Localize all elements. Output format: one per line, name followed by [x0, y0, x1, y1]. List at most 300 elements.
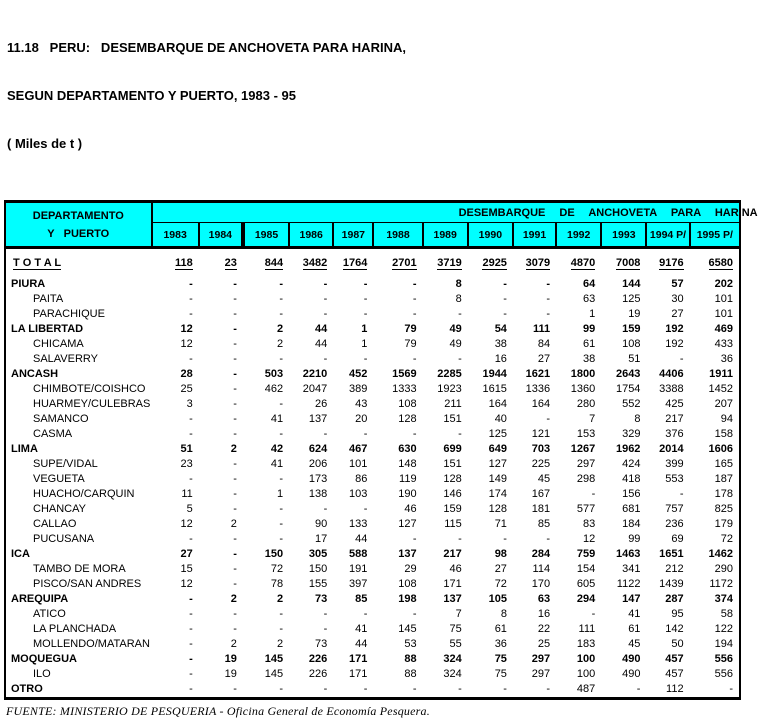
value-cell-1983: 3	[186, 398, 193, 410]
value-cell-1985: 41	[270, 413, 284, 425]
value-cell-1995-p: 290	[714, 563, 733, 575]
value-cell-1989: 75	[449, 623, 462, 635]
value-cell-1995-p: 433	[714, 338, 733, 350]
value-cell-1984: 2	[230, 593, 237, 605]
row-label: OTRO	[11, 683, 43, 695]
value-cell-1983: -	[189, 533, 193, 545]
value-cell-1995-p: 179	[714, 518, 733, 530]
value-cell-1995-p: 58	[720, 608, 733, 620]
value-cell-1993: -	[636, 683, 641, 695]
value-cell-1991: 284	[531, 548, 551, 560]
row-label: TAMBO DE MORA	[33, 563, 126, 575]
value-cell-1989: 324	[443, 668, 462, 680]
value-cell-1989: 115	[444, 518, 462, 530]
value-cell-1990: 75	[494, 653, 507, 665]
value-cell-1986: 2210	[302, 368, 328, 380]
value-cell-1987: 86	[355, 473, 368, 485]
value-cell-1990: 8	[500, 608, 507, 620]
value-cell-1991: 121	[531, 428, 551, 440]
table-units-note: ( Miles de t )	[7, 136, 83, 151]
row-ica	[5, 547, 740, 562]
row-lima	[5, 442, 740, 457]
title-block	[0, 0, 744, 184]
value-cell-1990: 1944	[482, 368, 507, 380]
value-cell-1983: 51	[180, 443, 193, 455]
value-cell-1992: 297	[576, 458, 596, 470]
value-cell-1985: 145	[264, 668, 284, 680]
value-cell-1983: -	[189, 308, 193, 320]
column-header-departamento-puerto	[5, 202, 152, 248]
value-cell-1995-p: 101	[714, 308, 733, 320]
value-cell-1988: 2701	[392, 256, 417, 269]
value-cell-1989: -	[458, 533, 462, 545]
value-cell-1984: 19	[224, 668, 237, 680]
row-label: CHIMBOTE/COISHCO	[33, 383, 146, 395]
value-cell-1994-p: 399	[665, 458, 684, 470]
value-cell-1993: 159	[622, 323, 641, 335]
row-label: AREQUIPA	[11, 593, 69, 605]
value-cell-1992: 61	[583, 338, 596, 350]
value-cell-1988: 148	[398, 458, 417, 470]
value-cell-1992: 1360	[570, 383, 596, 395]
span-header-text: DESEMBARQUE DE ANCHOVETA PARA HARINA	[458, 206, 758, 219]
value-cell-1985: -	[279, 533, 284, 545]
value-cell-1991: 3079	[525, 256, 551, 269]
value-cell-1995-p: 1172	[709, 578, 733, 590]
value-cell-1990: 164	[488, 398, 507, 410]
value-cell-1989: 146	[443, 488, 462, 500]
value-cell-1994-p: 95	[671, 608, 684, 620]
value-cell-1985: 2	[276, 593, 284, 605]
value-cell-1991: 297	[531, 668, 551, 680]
value-cell-1984: -	[233, 548, 237, 560]
value-cell-1987: -	[363, 308, 368, 320]
value-cell-1988: 119	[399, 473, 417, 485]
value-cell-1986: 44	[315, 323, 328, 335]
value-cell-1988: 29	[404, 563, 417, 575]
value-cell-1991: -	[546, 308, 551, 320]
row-label: PUCUSANA	[33, 533, 95, 545]
value-cell-1994-p: 30	[671, 293, 684, 305]
value-cell-1989: -	[458, 308, 462, 320]
value-cell-1987: -	[363, 293, 368, 305]
row-salaverry	[5, 352, 740, 367]
value-cell-1988: 108	[398, 398, 417, 410]
value-cell-1992: 1	[589, 308, 596, 320]
table-title-line2: SEGUN DEPARTAMENTO Y PUERTO, 1983 - 95	[7, 88, 296, 103]
value-cell-1993: 490	[622, 653, 641, 665]
value-cell-1987: 389	[349, 383, 368, 395]
value-cell-1992: -	[591, 608, 596, 620]
value-cell-1985: -	[279, 353, 284, 365]
value-cell-1985: 2	[276, 338, 284, 350]
row-la-planchada	[5, 622, 740, 637]
value-cell-1989: 8	[455, 293, 462, 305]
value-cell-1983: -	[189, 428, 193, 440]
row-vegueta	[5, 472, 740, 487]
row-label: LA LIBERTAD	[11, 323, 84, 335]
value-cell-1986: -	[323, 608, 328, 620]
value-cell-1995-p: 72	[720, 533, 733, 545]
row-pisco-san-andres	[5, 577, 740, 592]
span-header-cell	[152, 202, 758, 223]
value-cell-1985: 78	[270, 578, 284, 590]
value-cell-1988: 137	[398, 548, 417, 560]
value-cell-1994-p: 112	[666, 683, 684, 695]
value-cell-1985: -	[279, 623, 284, 635]
value-cell-1994-p: 192	[665, 338, 684, 350]
row-piura	[5, 277, 740, 292]
value-cell-1984: -	[233, 353, 237, 365]
value-cell-1986: -	[323, 683, 328, 695]
value-cell-1983: -	[189, 653, 193, 665]
value-cell-1992: 487	[576, 683, 596, 695]
value-cell-1995-p: -	[729, 683, 733, 695]
value-cell-1985: -	[279, 293, 284, 305]
value-cell-1993: 156	[622, 488, 641, 500]
value-cell-1984: -	[233, 683, 237, 695]
value-cell-1993: 45	[628, 638, 641, 650]
value-cell-1986: 2047	[302, 383, 328, 395]
value-cell-1986: 90	[315, 518, 328, 530]
row-huacho-carquin	[5, 487, 740, 502]
value-cell-1993: 552	[622, 398, 641, 410]
value-cell-1983: -	[189, 638, 193, 650]
value-cell-1994-p: 4406	[659, 368, 684, 380]
year-header-1988: 1988	[373, 223, 422, 248]
value-cell-1995-p: 1911	[709, 368, 733, 380]
value-cell-1993: 51	[628, 353, 641, 365]
value-cell-1993: 1754	[615, 383, 641, 395]
value-cell-1983: -	[189, 623, 193, 635]
value-cell-1987: 43	[355, 398, 368, 410]
value-cell-1983: -	[189, 668, 193, 680]
value-cell-1991: 27	[537, 353, 551, 365]
value-cell-1995-p: 165	[714, 458, 733, 470]
value-cell-1985: -	[279, 428, 284, 440]
value-cell-1987: -	[363, 608, 368, 620]
row-pucusana	[5, 532, 740, 547]
value-cell-1992: 100	[576, 653, 596, 665]
value-cell-1984: 2	[230, 518, 237, 530]
anchoveta-landings-table	[4, 200, 758, 700]
value-cell-1992: 100	[576, 668, 596, 680]
value-cell-1988: -	[412, 428, 417, 440]
value-cell-1988: 1569	[392, 368, 417, 380]
value-cell-1992: -	[591, 488, 596, 500]
value-cell-1985: -	[279, 473, 284, 485]
row-tambo-de-mora	[5, 562, 740, 577]
value-cell-1991: 45	[537, 473, 551, 485]
value-cell-1995-p: 6580	[708, 256, 733, 269]
value-cell-1994-p: -	[679, 488, 684, 500]
value-cell-1991: -	[546, 413, 551, 425]
value-cell-1992: 1800	[570, 368, 596, 380]
value-cell-1992: 4870	[570, 256, 596, 269]
value-cell-1988: 53	[404, 638, 417, 650]
value-cell-1992: 1267	[570, 443, 596, 455]
value-cell-1986: -	[323, 293, 328, 305]
value-cell-1988: -	[412, 293, 417, 305]
value-cell-1989: 8	[455, 278, 462, 290]
value-cell-1988: 79	[404, 338, 417, 350]
value-cell-1993: 424	[622, 458, 641, 470]
value-cell-1991: 16	[537, 608, 551, 620]
value-cell-1985: 2	[276, 638, 284, 650]
value-cell-1990: -	[503, 293, 507, 305]
value-cell-1987: 171	[349, 653, 368, 665]
value-cell-1994-p: 69	[671, 533, 684, 545]
value-cell-1992: 63	[583, 293, 596, 305]
value-cell-1990: -	[503, 308, 507, 320]
year-header-1990: 1990	[468, 223, 513, 248]
value-cell-1986: 155	[308, 578, 328, 590]
value-cell-1993: 125	[622, 293, 641, 305]
table-title-line1: 11.18 PERU: DESEMBARQUE DE ANCHOVETA PARA HARINA,	[7, 40, 406, 55]
value-cell-1985: 503	[264, 368, 284, 380]
value-cell-1983: 15	[180, 563, 193, 575]
value-cell-1990: 649	[488, 443, 507, 455]
value-cell-1994-p: 757	[665, 503, 684, 515]
value-cell-1986: 26	[315, 398, 328, 410]
value-cell-1995-p: 194	[714, 638, 733, 650]
value-cell-1986: 73	[315, 593, 328, 605]
row-callao	[5, 517, 740, 532]
value-cell-1993: 341	[622, 563, 641, 575]
value-cell-1988: 145	[398, 623, 417, 635]
value-cell-1989: 7	[455, 608, 462, 620]
row-label: CHANCAY	[33, 503, 86, 515]
value-cell-1993: 1463	[615, 548, 641, 560]
row-label: PARACHIQUE	[33, 308, 105, 320]
value-cell-1987: 171	[349, 668, 368, 680]
value-cell-1986: 226	[308, 668, 328, 680]
value-cell-1989: 151	[443, 458, 462, 470]
value-cell-1994-p: 376	[665, 428, 684, 440]
value-cell-1995-p: 202	[714, 278, 733, 290]
value-cell-1992: 294	[576, 593, 596, 605]
value-cell-1990: 98	[494, 548, 507, 560]
row-label: MOLLENDO/MATARAN	[33, 638, 150, 650]
value-cell-1983: 118	[174, 256, 193, 269]
row-label: ANCASH	[11, 368, 59, 380]
value-cell-1994-p: 457	[665, 653, 684, 665]
value-cell-1987: 101	[349, 458, 368, 470]
value-cell-1989: 2285	[437, 368, 462, 380]
year-header-1984: 1984	[199, 223, 243, 248]
value-cell-1994-p: -	[679, 353, 684, 365]
value-cell-1990: 128	[488, 503, 507, 515]
value-cell-1984: -	[233, 323, 237, 335]
year-header-1989: 1989	[423, 223, 468, 248]
row-label: ICA	[11, 548, 30, 560]
value-cell-1988: -	[412, 278, 417, 290]
value-cell-1992: 577	[576, 503, 596, 515]
value-cell-1994-p: 425	[665, 398, 684, 410]
year-header-1995-p: 1995 P/	[690, 223, 740, 248]
value-cell-1995-p: 1452	[708, 383, 733, 395]
row-label: HUARMEY/CULEBRAS	[33, 398, 151, 410]
value-cell-1990: 40	[494, 413, 507, 425]
value-cell-1994-p: 1439	[659, 578, 684, 590]
value-cell-1994-p: 142	[665, 623, 684, 635]
value-cell-1989: 211	[444, 398, 462, 410]
value-cell-1984: -	[233, 398, 237, 410]
value-cell-1992: 7	[589, 413, 596, 425]
value-cell-1993: 681	[622, 503, 641, 515]
value-cell-1988: 46	[404, 503, 417, 515]
row-label: CASMA	[33, 428, 73, 440]
row-chicama	[5, 337, 740, 352]
value-cell-1985: -	[279, 308, 284, 320]
value-cell-1994-p: 457	[665, 668, 684, 680]
row-parachique	[5, 307, 740, 322]
row-chimbote-coishco	[5, 382, 740, 397]
value-cell-1992: 605	[576, 578, 596, 590]
value-cell-1995-p: 825	[714, 503, 733, 515]
row-label: MOQUEGUA	[11, 653, 77, 665]
value-cell-1985: 2	[276, 323, 284, 335]
value-cell-1993: 144	[622, 278, 641, 290]
row-label: SAMANCO	[33, 413, 89, 425]
value-cell-1985: 145	[264, 653, 284, 665]
value-cell-1990: 127	[488, 458, 507, 470]
row-huarmey-culebras	[5, 397, 740, 412]
value-cell-1988: 198	[398, 593, 417, 605]
value-cell-1991: 1336	[525, 383, 551, 395]
value-cell-1992: 759	[576, 548, 596, 560]
value-cell-1984: -	[233, 338, 237, 350]
value-cell-1988: 630	[398, 443, 417, 455]
value-cell-1985: 844	[264, 256, 284, 269]
value-cell-1984: -	[233, 458, 237, 470]
row-la-libertad	[5, 322, 740, 337]
value-cell-1990: -	[503, 683, 507, 695]
value-cell-1992: 12	[583, 533, 596, 545]
value-cell-1990: 125	[488, 428, 507, 440]
value-cell-1983: 12	[180, 323, 193, 335]
value-cell-1989: -	[458, 353, 462, 365]
year-header-1987: 1987	[333, 223, 373, 248]
value-cell-1994-p: 212	[665, 563, 684, 575]
value-cell-1994-p: 192	[665, 323, 684, 335]
value-cell-1989: 3719	[437, 256, 462, 269]
row-chancay	[5, 502, 740, 517]
value-cell-1991: -	[546, 533, 551, 545]
value-cell-1987: -	[363, 353, 368, 365]
row-label: VEGUETA	[33, 473, 85, 485]
value-cell-1989: -	[458, 683, 462, 695]
value-cell-1992: 280	[576, 398, 596, 410]
value-cell-1995-p: 1606	[708, 443, 733, 455]
value-cell-1989: 137	[443, 593, 462, 605]
value-cell-1992: 38	[583, 353, 596, 365]
value-cell-1990: 1615	[482, 383, 507, 395]
value-cell-1994-p: 1651	[659, 548, 684, 560]
value-cell-1988: -	[412, 308, 417, 320]
value-cell-1988: 1333	[392, 383, 417, 395]
row-atico	[5, 607, 740, 622]
value-cell-1988: 128	[398, 413, 417, 425]
value-cell-1985: 42	[270, 443, 284, 455]
value-cell-1991: 63	[537, 593, 551, 605]
value-cell-1984: 19	[224, 653, 237, 665]
value-cell-1993: 2643	[615, 368, 641, 380]
value-cell-1987: 452	[349, 368, 368, 380]
value-cell-1987: 41	[355, 623, 368, 635]
value-cell-1992: 99	[583, 323, 596, 335]
value-cell-1991: -	[546, 683, 551, 695]
value-cell-1995-p: 556	[714, 668, 733, 680]
row-label: SUPE/VIDAL	[33, 458, 98, 470]
year-header-1983: 1983	[152, 223, 199, 248]
value-cell-1995-p: 36	[720, 353, 733, 365]
value-cell-1990: 75	[494, 668, 507, 680]
row-moquegua	[5, 652, 740, 667]
value-cell-1988: 79	[404, 323, 417, 335]
row-label: HUACHO/CARQUIN	[33, 488, 135, 500]
value-cell-1988: -	[412, 533, 417, 545]
value-cell-1989: 49	[449, 338, 462, 350]
value-cell-1989: 46	[449, 563, 462, 575]
value-cell-1989: -	[458, 428, 462, 440]
value-cell-1995-p: 94	[720, 413, 733, 425]
value-cell-1990: 36	[494, 638, 507, 650]
value-cell-1990: 174	[488, 488, 507, 500]
value-cell-1986: 137	[308, 413, 328, 425]
value-cell-1984: -	[233, 488, 237, 500]
value-cell-1989: 55	[449, 638, 462, 650]
value-cell-1993: 1962	[615, 443, 641, 455]
value-cell-1987: -	[363, 428, 368, 440]
value-cell-1994-p: 50	[671, 638, 684, 650]
value-cell-1989: 324	[443, 653, 462, 665]
value-cell-1993: 19	[628, 308, 641, 320]
corner-header-line2: Y PUERTO	[47, 227, 110, 240]
value-cell-1984: -	[233, 413, 237, 425]
value-cell-1988: 190	[398, 488, 417, 500]
value-cell-1990: 16	[494, 353, 507, 365]
value-cell-1995-p: 1462	[708, 548, 733, 560]
value-cell-1984: -	[233, 383, 237, 395]
value-cell-1983: 12	[180, 578, 193, 590]
row-mollendo-mataran	[5, 637, 740, 652]
value-cell-1983: 5	[186, 503, 193, 515]
value-cell-1986: -	[323, 503, 328, 515]
value-cell-1988: 127	[398, 518, 417, 530]
value-cell-1995-p: 122	[714, 623, 733, 635]
value-cell-1986: 17	[315, 533, 328, 545]
value-cell-1989: 159	[443, 503, 462, 515]
value-cell-1993: 184	[622, 518, 641, 530]
year-header-1992: 1992	[556, 223, 601, 248]
value-cell-1992: 298	[576, 473, 596, 485]
value-cell-1990: 38	[494, 338, 507, 350]
value-cell-1990: 61	[494, 623, 507, 635]
value-cell-1989: 1923	[437, 383, 462, 395]
value-cell-1992: 111	[578, 623, 596, 635]
value-cell-1985: 72	[270, 563, 284, 575]
value-cell-1985: -	[279, 278, 284, 290]
value-cell-1991: 703	[531, 443, 551, 455]
value-cell-1984: 2	[230, 638, 237, 650]
value-cell-1991: 84	[537, 338, 551, 350]
row-label: ATICO	[33, 608, 66, 620]
value-cell-1990: 54	[494, 323, 507, 335]
value-cell-1986: -	[323, 308, 328, 320]
value-cell-1995-p: 101	[714, 293, 733, 305]
value-cell-1995-p: 374	[714, 593, 733, 605]
